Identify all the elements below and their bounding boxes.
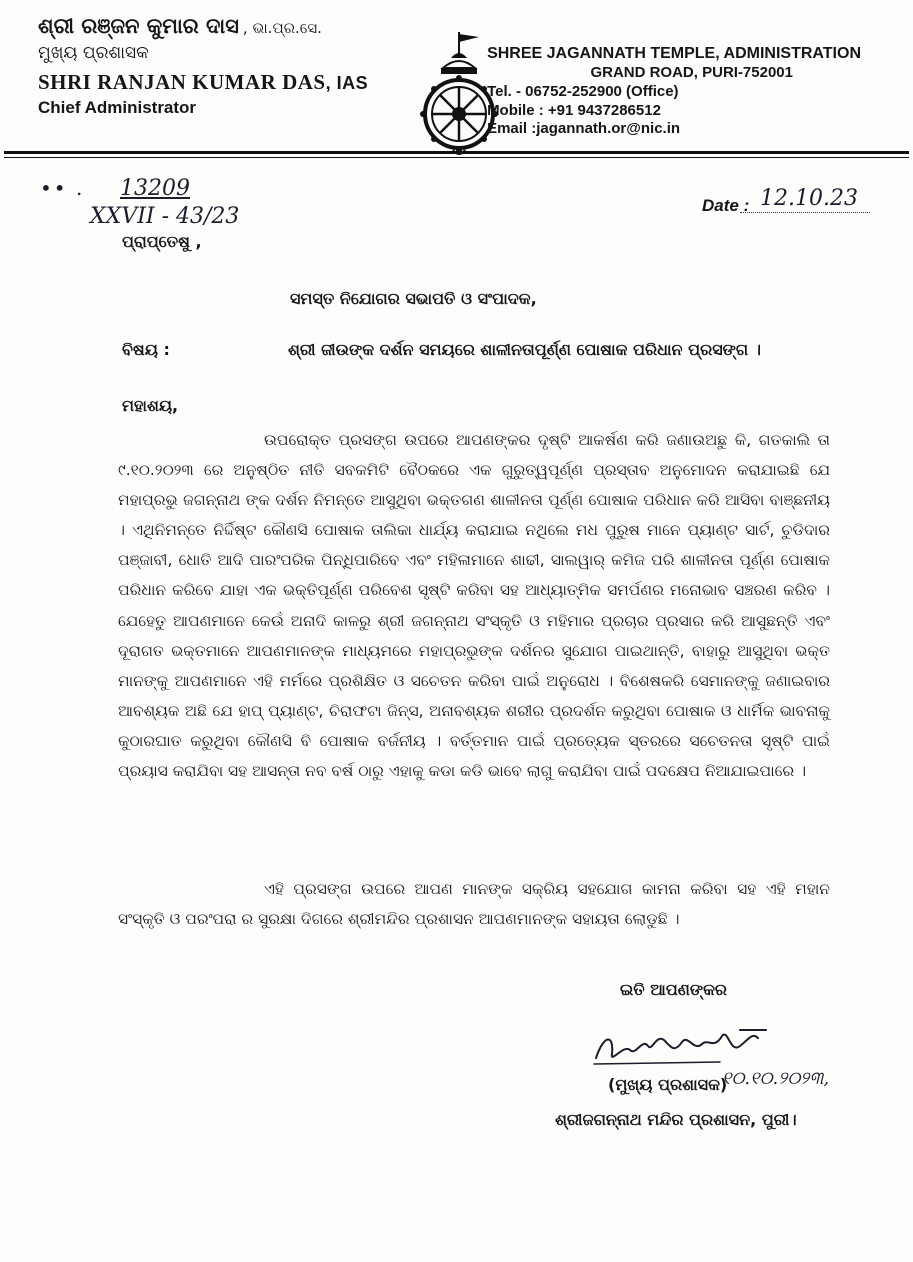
salutation: ମହାଶୟ, [122,396,179,415]
title-english: Chief Administrator [38,98,197,117]
name-odia-suffix: , ଭା.ପ୍ର.ସେ. [242,19,322,37]
org-email: Email :jagannath.or@nic.in [487,120,681,138]
org-address: GRAND ROAD, PURI-752001 [590,64,793,81]
date-underline [740,212,870,213]
org-mobile: Mobile : +91 9437286512 [487,101,661,119]
letter-number: 13209 [120,176,190,201]
reference-prefix: •• . [40,176,85,200]
header-rule-thin [4,157,909,158]
letterhead-right [487,44,861,139]
addressed-to: ପ୍ରାପ୍ତେଷୁ , [122,232,202,251]
body-paragraph-2: ଏହି ପ୍ରସଙ୍ଗ ଉପରେ ଆପଣ ମାନଙ୍କ ସକ୍ରିୟ ସହଯୋଗ କାମନା କରିବା ସହ ଏହି ମହାନ ସଂସ୍କୃତି ଓ ପରଂପରା ର ସୁରକ୍ଷା ଦିଗରେ ଶ୍ରୀମନ୍ଦିର ପ୍ରଶାସନ ଆପଣମାନଙ୍କ ସହାୟତା ଲୋଡୁଛି । [118,880,830,929]
body-paragraph-1: ଉପରୋକ୍ତ ପ୍ରସଙ୍ଗ ଉପରେ ଆପଣଙ୍କର ଦୃଷ୍ଟି ଆକର୍ଷଣ କରି ଜଣାଉଅଛୁ କି, ଗତକାଲି ତା ୯.୧୦.୨୦୨୩ ରେ ଅନୁଷ୍ଠିତ ନୀତି ସବକମିଟି ବୈଠକରେ ଏକ ଗୁରୁତ୍ୱପୂର୍ଣ୍ଣ ପ୍ରସ୍ତାବ ଅନୁମୋଦନ କରାଯାଇଛି ଯେ ମହାପ୍ରଭୁ ଜଗନ୍ନାଥ ଙ୍କ ଦର୍ଶନ ନିମନ୍ତେ ଆସୁଥିବା ଭକ୍ତଗଣ ଶାଳୀନତା ପୂର୍ଣ୍ଣ ପୋଷାକ ପରିଧାନ କରି ଆସିବା ବାଞ୍ଛନୀୟ । ଏଥିନିମନ୍ତେ ନିର୍ଦ୍ଦିଷ୍ଟ କୌଣସି ପୋଷାକ ତାଲିକା ଧାର୍ଯ୍ୟ କରାଯାଇ ନଥିଲେ ମଧ ପୁରୁଷ ମାନେ ପ୍ୟାଣ୍ଟ ସାର୍ଟ, ଚୁଡିଦାର ପଞ୍ଜାବୀ, ଧୋତି ଆଦି ପାରଂପରିକ ପିନ୍ଧିପାରିବେ ଏବଂ ମହିଳାମାନେ ଶାଢୀ, ସାଲୱାର୍ କମିଜ ପରି ଶାଳୀନତା ପୂର୍ଣ୍ଣ ପୋଷାକ ପରିଧାନ କରିବେ ଯାହା ଏକ ଭକ୍ତିପୂର୍ଣ୍ଣ ପରିବେଶ ସୃଷ୍ଟି କରିବା ସହ ଆଧ୍ୟାତ୍ମିକ ସମର୍ପଣର ମନୋଭାବ ସଞ୍ଚରଣ କରିବ । ଯେହେତୁ ଆପଣମାନେ କେଉଁ ଅନାଦି କାଳରୁ ଶ୍ରୀ ଜଗନ୍ନାଥ ସଂସ୍କୃତି ଓ ମହିମାର ପ୍ରଚାର ପ୍ରସାର କରି ଆସୁଛନ୍ତି ଏବଂ ଦୂରାଗତ ଭକ୍ତମାନେ ଆପଣମାନଙ୍କ ମାଧ୍ୟମରେ ମହାପ୍ରଭୁଙ୍କ ଦର୍ଶନର ସୁଯୋଗ ପାଇଥାନ୍ତି, ବାହାରୁ ଆସୁଥିବା ଭକ୍ତ ମାନଙ୍କୁ ଆପଣମାନେ ଏହି ମର୍ମରେ ପ୍ରଶିକ୍ଷିତ ଓ ସଚେତନ କରିବା ପାଇଁ ଅନୁରୋଧ । ବିଶେଷକରି ସେମାନଙ୍କୁ ଜଣାଇବାର ଆବଶ୍ୟକ ଅଛି ଯେ ହାପ୍ ପ୍ୟାଣ୍ଟ, ଚିରାଫଟା ଜିନ୍ସ, ଅନାବଶ୍ୟକ ଶରୀର ପ୍ରଦର୍ଶନ କରୁଥିବା ପୋଷାକ ଓ ଧାର୍ମିକ ଭାବନାକୁ କୁଠାରଘାତ କରୁଥିବା କୌଣସି ବି ପୋଷାକ ବର୍ଜନୀୟ । ବର୍ତ୍ତମାନ ପାଇଁ ପ୍ରତ୍ୟେକ ସ୍ତରରେ ସଚେତନତା ସୃଷ୍ଟି ପାଇଁ ପ୍ରୟାସ କରାଯିବା ସହ ଆସନ୍ତା ନବ ବର୍ଷ ଠାରୁ ଏହାକୁ କଡା କଡି ଭାବେ ଲାଗୁ କରାଯିବା ପାଇଁ ପଦକ୍ଷେପ ନିଆଯାଇପାରେ । [118,431,830,781]
letter-date: 12.10.23 [760,186,858,211]
signatory-organization: ଶ୍ରୀଜଗନ୍ନାଥ ମନ୍ଦିର ପ୍ରଶାସନ, ପୁରୀ। [555,1110,797,1129]
name-english: SHRI RANJAN KUMAR DAS [38,70,326,94]
subject-label: ବିଷୟ : [122,340,170,359]
closing: ଇତି ଆପଣଙ୍କର [620,980,728,999]
subject-text: ଶ୍ରୀ ଜୀଉଙ୍କ ଦର୍ଶନ ସମୟରେ ଶାଳୀନତାପୂର୍ଣ୍ଣ ପୋଷାକ ପରିଧାନ ପ୍ରସଙ୍ଗ । [288,340,761,359]
file-number: XXVII - 43/23 [90,204,240,229]
org-name: SHREE JAGANNATH TEMPLE, ADMINISTRATION [487,45,861,62]
signatory-role: (ମୁଖ୍ୟ ପ୍ରଶାସକ) [608,1075,728,1094]
letterhead-left [38,16,368,116]
date-label: Date : [702,196,750,215]
name-english-suffix: , IAS [325,73,369,93]
title-odia: ମୁଖ୍ୟ ପ୍ରଶାସକ [38,43,149,63]
signature-date: ୧୦.୧୦.୨୦୨୩, [722,1068,830,1089]
recipients: ସମସ୍ତ ନିଯୋଗର ସଭାପତି ଓ ସଂପାଦକ, [290,289,537,308]
name-odia: ଶ୍ରୀ ରଞ୍ଜନ କୁମାର ଦାସ [38,14,239,38]
handwritten-signature-icon [590,1024,780,1068]
org-telephone: Tel. - 06752-252900 (Office) [487,82,679,100]
header-rule-thick [4,151,909,154]
